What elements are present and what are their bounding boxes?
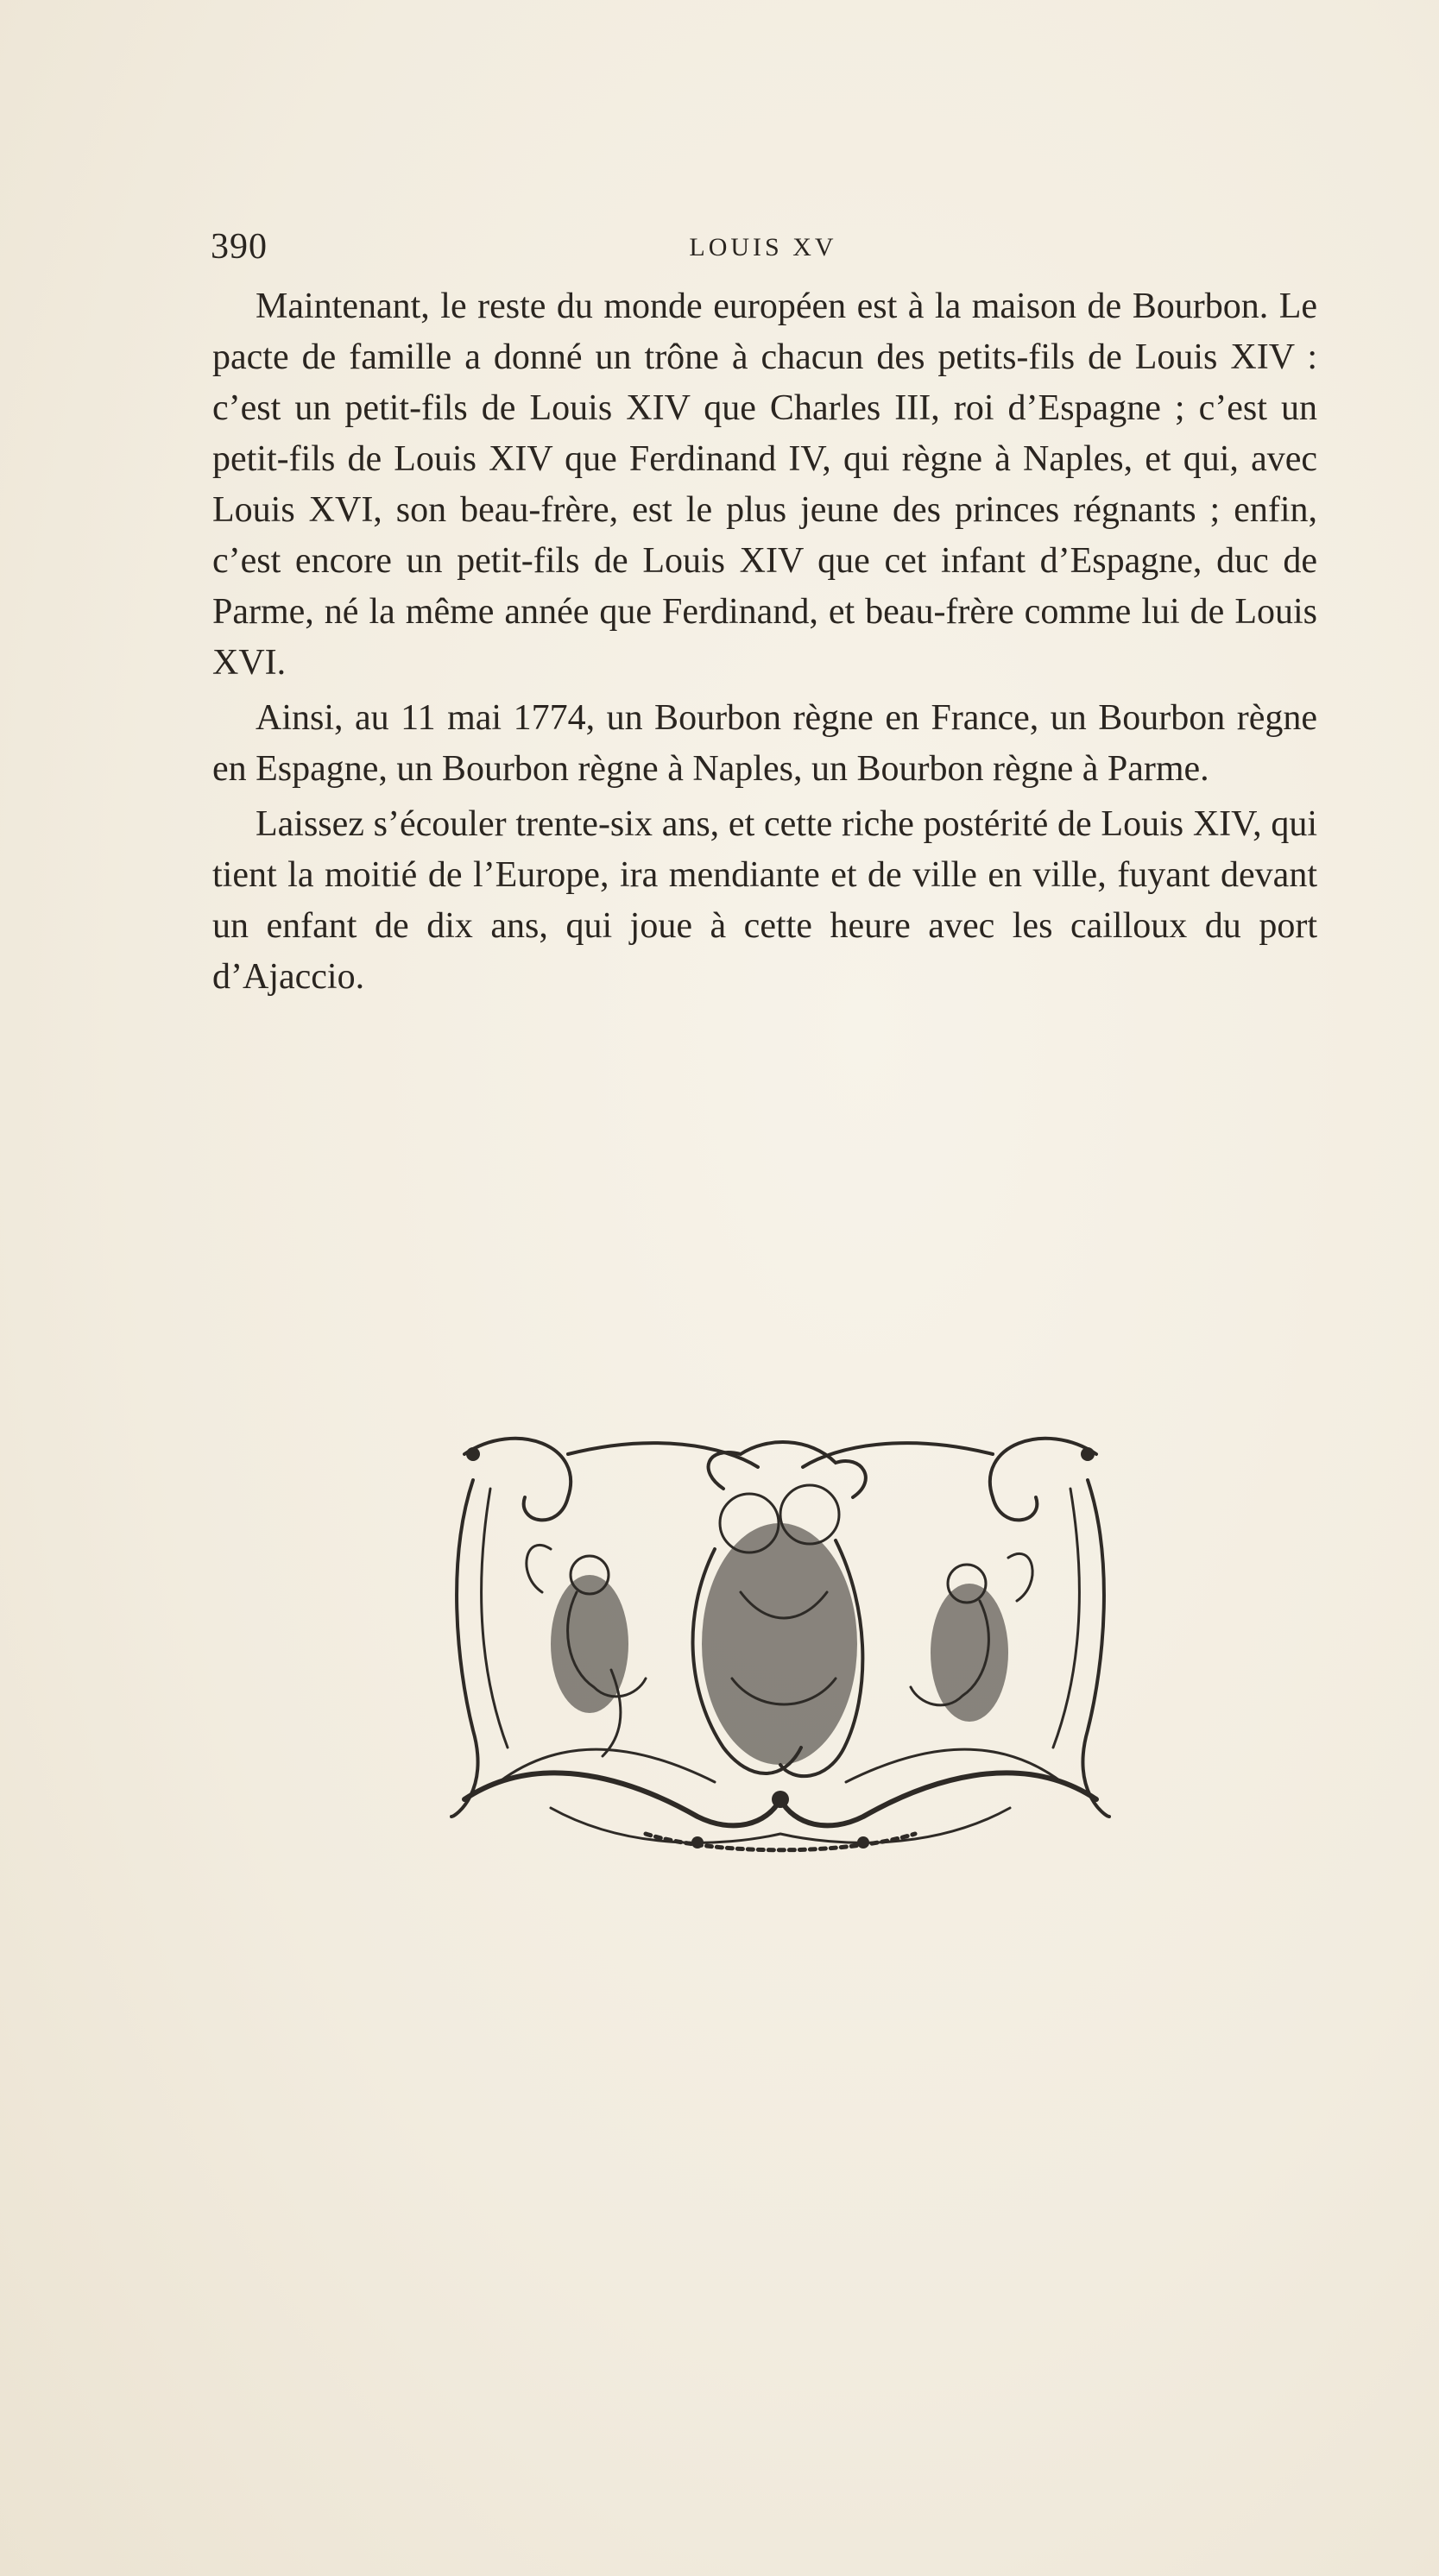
paragraph-2: Ainsi, au 11 mai 1774, un Bourbon règne en France, un Bourbon règne en Espagne, un Bourbon règne à Naples, un Bourbon règne à Parme.	[212, 698, 1317, 789]
running-head	[211, 226, 1316, 269]
paragraph-1: Maintenant, le reste du monde européen est à la maison de Bourbon. Le pacte de famille a donné un trône à chacun des petits-fils de Louis XIV : c’est un petit-fils de Louis XIV que Charles III, roi d’Espagne ; c’est un petit-fils de Louis XIV que Ferdinand IV, qui règne à Naples, et qui, avec Louis XVI, son beau-frère, est le plus jeune des princes régnants ; enfin, c’est encore un petit-fils de Louis XIV que cet infant d’Espagne, duc de Parme, né la même année que Ferdinand, et beau-frère comme lui de Louis XVI.	[212, 287, 1317, 683]
engraved-vignette	[439, 1420, 1122, 1855]
page-number: 390	[211, 227, 268, 267]
running-title: LOUIS XV	[689, 233, 837, 261]
paragraph-3: Laissez s’écouler trente-six ans, et cette riche postérité de Louis XIV, qui tient la moitié de l’Europe, ira mendiante et de ville en ville, fuyant devant un enfant de dix ans, qui joue à cette heure avec les cailloux du port d’Ajaccio.	[212, 804, 1317, 997]
body-text	[212, 281, 1317, 1007]
